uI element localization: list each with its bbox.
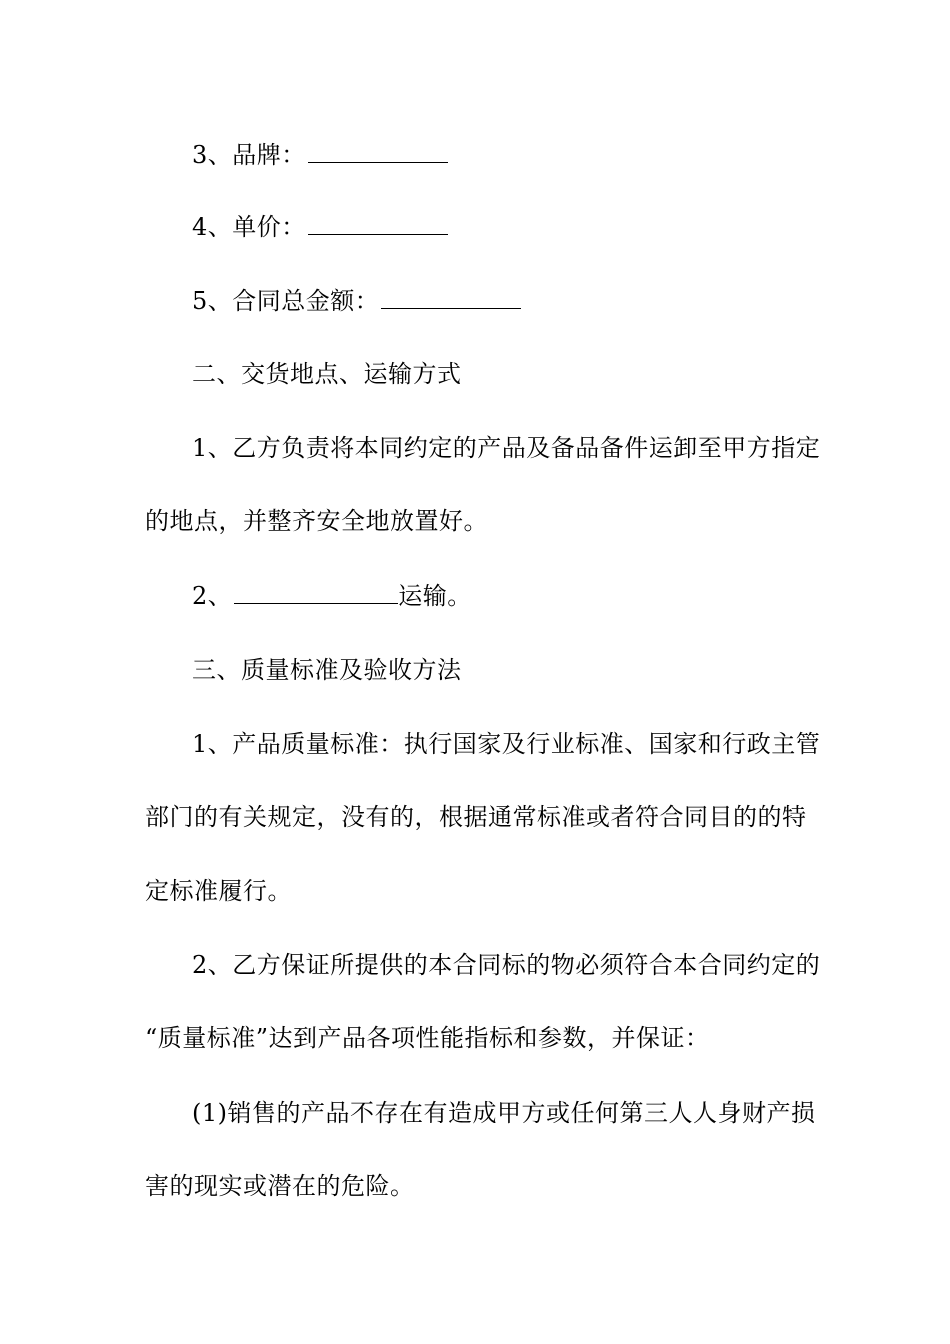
paragraph-line: 1、乙方负责将本同约定的产品及备品备件运卸至甲方指定 — [192, 434, 821, 462]
paragraph-line: 部门的有关规定，没有的，根据通常标准或者符合同目的的特 — [145, 803, 807, 831]
total-amount-blank — [381, 286, 521, 309]
transport-blank — [234, 581, 398, 604]
paragraph-line: 害的现实或潜在的危险。 — [145, 1172, 415, 1200]
brand-blank — [308, 140, 448, 163]
transport-line — [192, 580, 472, 612]
section-heading-delivery: 二、交货地点、运输方式 — [192, 360, 462, 388]
paragraph-line: 2、乙方保证所提供的本合同标的物必须符合本合同约定的 — [192, 951, 821, 979]
transport-prefix: 2、 — [192, 582, 233, 610]
paragraph-line: 定标准履行。 — [145, 877, 292, 905]
total-amount-line — [192, 285, 521, 317]
price-line — [192, 211, 448, 243]
price-blank — [308, 212, 448, 235]
paragraph-line: 的地点，并整齐安全地放置好。 — [145, 507, 488, 535]
paragraph-line: “质量标准”达到产品各项性能指标和参数，并保证： — [145, 1024, 710, 1052]
section-heading-quality: 三、质量标准及验收方法 — [192, 656, 462, 684]
brand-line — [192, 139, 448, 171]
paragraph-line: (1)销售的产品不存在有造成甲方或任何第三人人身财产损 — [192, 1099, 816, 1127]
price-label: 4、单价： — [192, 213, 306, 241]
transport-suffix: 运输。 — [398, 582, 472, 610]
total-amount-label: 5、合同总金额： — [192, 287, 380, 315]
paragraph-line: 1、产品质量标准：执行国家及行业标准、国家和行政主管 — [192, 730, 821, 758]
brand-label: 3、品牌： — [192, 141, 306, 169]
